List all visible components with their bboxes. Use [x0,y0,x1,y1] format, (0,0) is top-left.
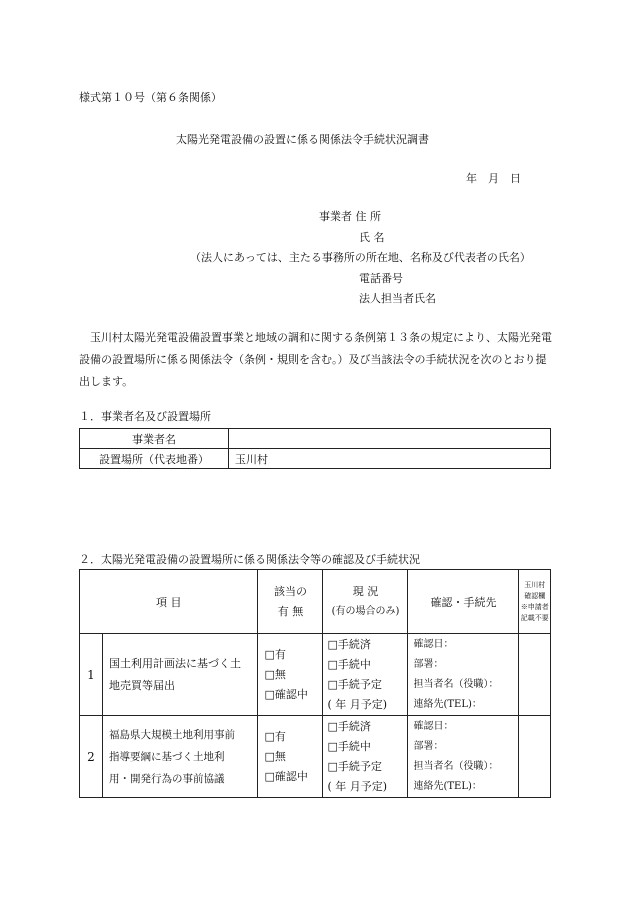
header-item: 項 目 [80,570,258,634]
checkbox-completed[interactable]: □手続済 [327,719,371,733]
department-field[interactable]: 部署： [413,740,444,752]
intro-paragraph: 玉川村太陽光発電設備設置事業と地域の調和に関する条例第１３条の規定により、太陽光発電設備の設置場所に係る関係法令（条例・規則を含む。）及び当該法令の手続状況を次のとおり提出します。 [79,331,552,388]
header-village-line1: 玉川村 [524,580,546,589]
checkbox-in-progress[interactable]: □手続中 [327,657,371,671]
row-status [323,634,408,716]
row-number: 1 [80,634,103,716]
checkbox-checking[interactable]: □確認中 [264,687,308,701]
table-row [80,449,551,469]
laws-table [79,569,551,798]
header-village-line2: 確認欄 [524,591,546,600]
planned-date[interactable]: ( 年 月予定) [327,779,388,793]
row-applicable [258,634,323,716]
header-village-line3: ※申請者 [520,602,549,611]
header-status-line2: (有の場合のみ) [331,605,400,617]
row-item [103,716,258,798]
header-applicable [258,570,323,634]
row-item-line: 指導要綱に基づく土地利 [109,750,225,763]
person-field[interactable]: 担当者名（役職）： [413,760,499,772]
header-status-line1: 現 況 [352,584,379,598]
village-check-cell [519,716,551,798]
applicant-name-value[interactable] [229,429,551,449]
department-field[interactable]: 部署： [413,658,444,670]
row-item-line: 福島県大規模土地利用事前 [109,728,235,741]
header-village-check [519,570,551,634]
section2-heading: ２．太陽光発電設備の設置場所に係る関係法令等の確認及び手続状況 [79,553,420,566]
checkbox-completed[interactable]: □手続済 [327,637,371,651]
checkbox-in-progress[interactable]: □手続中 [327,739,371,753]
planned-date[interactable]: ( 年 月予定) [327,697,388,711]
row-item-line: 地売買等届出 [109,678,175,692]
location-value[interactable]: 玉川村 [229,449,551,469]
village-check-cell [519,634,551,716]
header-contact: 確認・手続先 [408,570,519,634]
checkbox-planned[interactable]: □手続予定 [327,677,382,691]
applicant-table [79,428,551,469]
row-status [323,716,408,798]
table-header-row [80,570,551,634]
row-item [103,634,258,716]
header-applicable-line1: 該当の [273,584,307,598]
checkbox-yes[interactable]: □有 [264,647,286,661]
table-row [80,634,551,716]
person-field[interactable]: 担当者名（役職）： [413,678,499,690]
corp-note: （法人にあっては、主たる事務所の所在地、名称及び代表者の氏名） [190,251,531,264]
confirm-date-field[interactable]: 確認日： [413,720,454,732]
contact-person-label: 法人担当者氏名 [359,292,436,305]
phone-label: 電話番号 [359,272,403,285]
header-status [323,570,408,634]
applicant-name-label: 事業者名 [80,429,229,449]
row-contact [408,716,519,798]
header-village-line4: 記載不要 [520,613,549,622]
row-number: 2 [80,716,103,798]
confirm-date-field[interactable]: 確認日： [413,638,454,650]
checkbox-no[interactable]: □無 [264,667,286,681]
row-contact [408,634,519,716]
header-applicable-line2: 有 無 [277,604,304,618]
name-label: 氏 名 [359,231,385,244]
checkbox-no[interactable]: □無 [264,749,286,763]
row-item-line: 用・開発行為の事前協議 [109,772,225,785]
table-row [80,716,551,798]
row-applicable [258,716,323,798]
checkbox-yes[interactable]: □有 [264,729,286,743]
form-number: 様式第１０号（第６条関係） [79,91,222,104]
checkbox-planned[interactable]: □手続予定 [327,759,382,773]
page-title: 太陽光発電設備の設置に係る関係法令手続状況調書 [176,133,429,146]
section1-heading: １．事業者名及び設置場所 [79,410,211,423]
checkbox-checking[interactable]: □確認中 [264,769,308,783]
table-row [80,429,551,449]
location-label: 設置場所（代表地番） [80,449,229,469]
date-line: 年 月 日 [466,172,521,185]
phone-field[interactable]: 連絡先(TEL)： [413,780,482,792]
address-label: 事業者 住 所 [319,210,381,223]
phone-field[interactable]: 連絡先(TEL)： [413,698,482,710]
row-item-line: 国土利用計画法に基づく土 [109,656,241,670]
